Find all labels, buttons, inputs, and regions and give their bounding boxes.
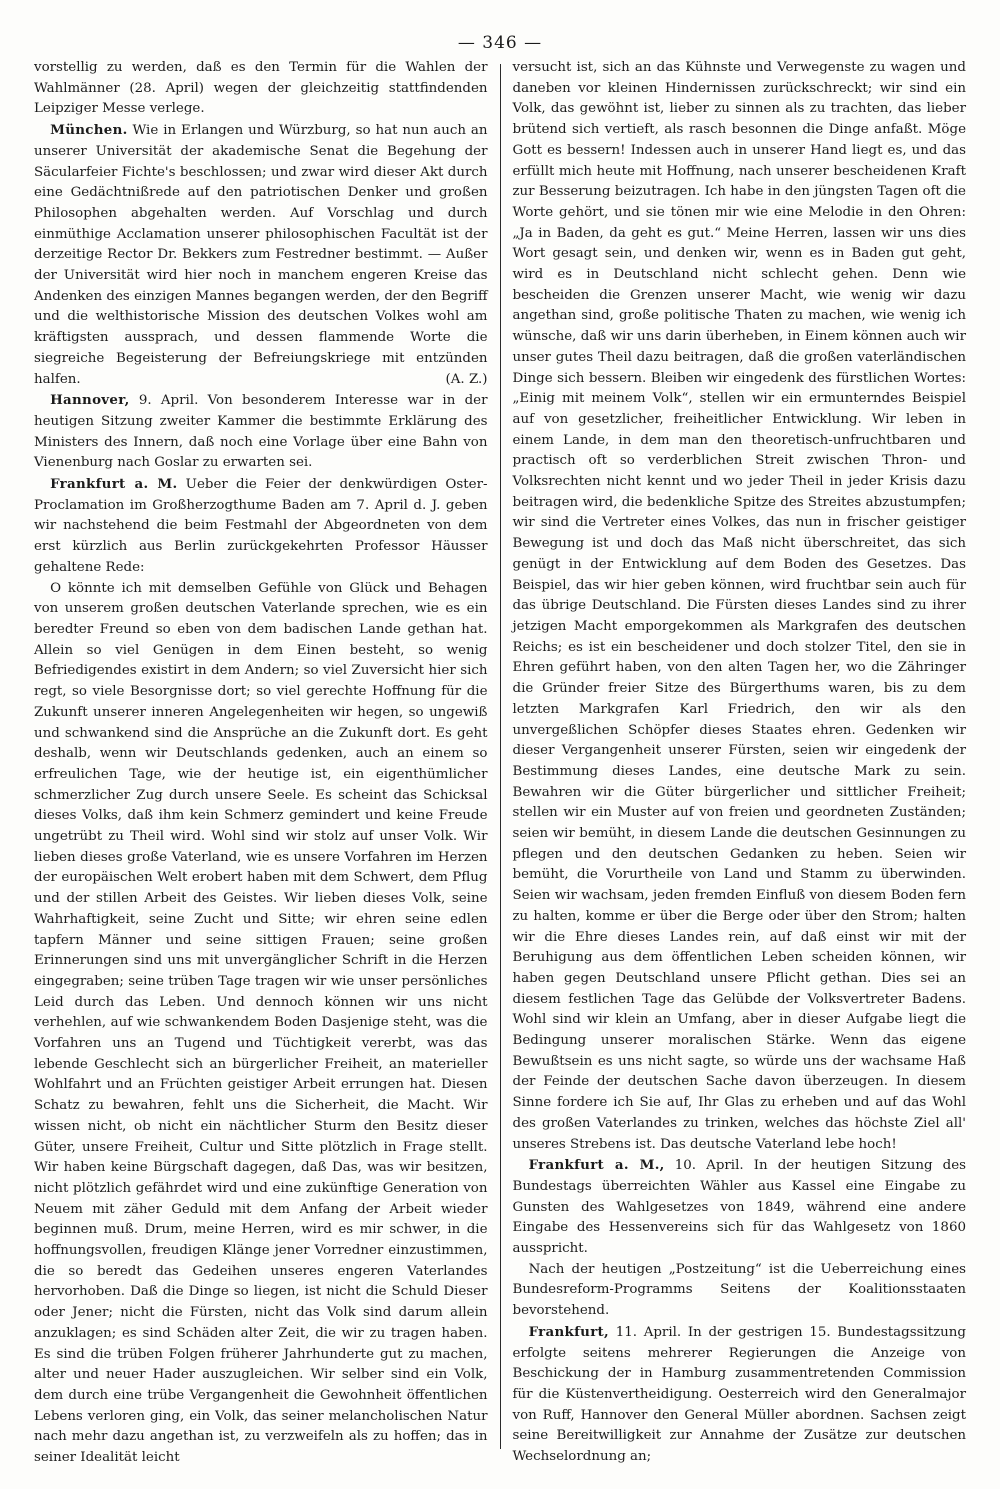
article-frankfurt-10-april bbox=[513, 1155, 967, 1260]
speech-continuation bbox=[513, 58, 967, 1155]
dateline-place: Frankfurt a. M. bbox=[50, 476, 178, 493]
article-frankfurt-intro bbox=[34, 474, 488, 579]
text-columns bbox=[34, 58, 966, 1466]
paragraph-text: 9. April. Von besonderem Interesse war in der heutigen Sitzung zweiter Kammer die bestimmte Erklärung des Ministers des Innern, daß noch eine Vorlage über eine Bahn von Vienenburg nach Goslar zu erwarten sei. bbox=[34, 393, 488, 471]
paragraph-text: versucht ist, sich an das Kühnste und Verwegenste zu wagen und daneben vor kleinen Hindernissen zurückschreckt; wir sind ein Volk, das gewöhnt ist, lieber zu sinnen als zu trachten, das lieber brütend sich vertieft, als rasch besonnen die Dinge anfaßt. Möge Gott es bessern! Indessen auch in unserer Hand liegt es, und das erfüllt mich heute mit Hoffnung, nach unserer bescheidenen Kraft zur Besserung beizutragen. Ich habe in den jüngsten Tagen oft die Worte gehört, und sie tönen mir wie eine Melodie in den Ohren: „Ja in Baden, da geht es gut.“ Meine Herren, lassen wir uns dies Wort gesagt sein, und denken wir, wenn es in Baden gut geht, wird es in Deutschland nicht schlecht gehen. Denn wie bescheiden die Grenzen unserer Macht, wie wenig wir dazu angethan sind, große politische Thaten zu machen, wie wenig ich wünsche, daß wir uns darin überheben, in Einem können auch wir unser gutes Theil dazu beitragen, daß die großen vaterländischen Dinge sich bessern. Bleiben wir eingedenk des fürstlichen Wortes: „Einig mit meinem Volk“, stellen wir ein ermunterndes Beispiel auf von gesetzlicher, freiheitlicher Entwicklung. Wir leben in einem Lande, in dem man den theoretisch-unfruchtbaren und practisch oft so verderblichen Streit zwischen Thron- und Volksrechten nicht kennt und wo jeder Theil in jeder Krisis dazu beitragen wird, die bedenkliche Spitze des Streites abzustumpfen; wir sind die Vertreter eines Volkes, das nun in frischer geistiger Bewegung ist und doch das Maß nicht überschreitet, das sich genügt in der Entwicklung auf dem Boden des Gesetzes. Das Beispiel, das wir hier geben können, wird fruchtbar sein auch für das übrige Deutschland. Die Fürsten dieses Landes sind zu ihrer jetzigen Macht emporgekommen als Markgrafen des deutschen Reichs; es ist ein bescheidener und doch stolzer Titel, den sie in Ehren geführt haben, von den alten Tagen her, wo die Zähringer die Gründer freier Sitze des Bürgerthums waren, bis zu dem letzten Markgrafen Karl Friedrich, den wir als den unvergeßlichen Schöpfer dieses Staates ehren. Gedenken wir dieser Vergangenheit unserer Fürsten, seien wir eingedenk der Bestimmung dieses Landes, eine deutsche Mark zu sein. Bewahren wir die Güter bürgerlicher und sittlicher Freiheit; stellen wir ein Muster auf von freien und geordneten Zuständen; seien wir bemüht, in diesem Lande die deutschen Gesinnungen zu pflegen und den deutschen Gedanken zu heben. Seien wir bemüht, die Vorurtheile von Land und Stamm zu überwinden. Seien wir wachsam, jeden fremden Einfluß von diesem Boden fern zu halten, komme er über die Berge oder über den Strom; halten wir die Ehre dieses Landes rein, auf daß einst wir mit der Beruhigung aus dem öffentlichen Leben scheiden können, wir haben gegen Deutschland unsere Pflicht gethan. Dies sei an diesem festlichen Tage das Gelübde der Volksvertreter Badens. Wohl sind wir klein an Umfang, aber in dieser Aufgabe liegt die Bedingung unserer moralischen Stärke. Wenn das eigene Bewußtsein es uns nicht sagte, so würde uns der wachsame Haß der Feinde der deutschen Sache davon überzeugen. In diesem Sinne fordere ich Sie auf, Ihr Glas zu erheben und auf das Wohl des großen Vaterlandes zu trinken, welches das höchste Ziel all' unseres Strebens ist. Das deutsche Vaterland lebe hoch! bbox=[512, 60, 966, 1152]
paragraph-text: 11. April. In der gestrigen 15. Bundestagssitzung erfolgte seitens mehrerer Regierungen die Anzeige von Beschickung der in Hamburg zusammentretenden Commission für die Küstenvertheidigung. Oesterreich wird den Generalmajor von Ruff, Hannover den General Müller abordnen. Sachsen zeigt seine Bereitwilligkeit zur Annahme der Zusätze zur deutschen Wechselordnung an; bbox=[512, 1324, 966, 1465]
article-postzeitung bbox=[513, 1260, 967, 1322]
paragraph-text: 10. April. In der heutigen Sitzung des Bundestags überreichten Wähler aus Kassel eine Eingabe zu Gunsten des Wahlgesetzes von 1849, während eine andere Eingabe des Hessenvereins sich für das Wahlgesetz von 1860 ausspricht. bbox=[512, 1158, 966, 1257]
article-muenchen bbox=[34, 120, 488, 390]
paragraph-text: Nach der heutigen „Postzeitung“ ist die Ueberreichung eines Bundesreform-Programms Seitens der Koalitionsstaaten bevorstehend. bbox=[512, 1261, 966, 1319]
paragraph-text: vorstellig zu werden, daß es den Termin für die Wahlen der Wahlmänner (28. April) wegen der gleichzeitig stattfindenden Leipziger Messe verlege. bbox=[34, 60, 488, 117]
speech-paragraph bbox=[34, 579, 488, 1469]
left-column bbox=[34, 58, 500, 1466]
paragraph-text: Wie in Erlangen und Würzburg, so hat nun auch an unserer Universität der akademische Senat die Begehung der Säcularfeier Fichte's beschlossen; und zwar wird dieser Akt durch eine Gedächtnißrede auf den patriotischen Denker und großen Philosophen abgehalten werden. Auf Vorschlag und durch einmüthige Acclamation unserer philosophischen Facultät ist der derzeitige Rector Dr. Bekkers zum Festredner bestimmt. — Außer der Universität wird hier noch in manchem engeren Kreise das Andenken des einzigen Mannes begangen werden, der den Begriff und die welthistorische Mission des deutschen Volkes wohl am kräftigsten aussprach, und dessen flammende Worte die siegreiche Begeisterung der Befreiungskriege mit entzünden halfen. bbox=[34, 123, 488, 387]
article-continuation bbox=[34, 58, 488, 120]
dateline-place: München. bbox=[50, 122, 128, 139]
paragraph-text: Ueber die Feier der denkwürdigen Oster-Proclamation im Großherzogthume Baden am 7. April d. J. geben wir nachstehend die beim Festmahl der Abgeordneten von dem erst kürzlich aus Berlin zurückgekehrten Professor Häusser gehaltene Rede: bbox=[34, 477, 488, 575]
dateline-place: Frankfurt, bbox=[528, 1323, 609, 1340]
dateline-place: Frankfurt a. M., bbox=[528, 1157, 665, 1174]
right-column bbox=[501, 58, 967, 1465]
dateline-place: Hannover, bbox=[50, 392, 130, 409]
paragraph-text: O könnte ich mit demselben Gefühle von Glück und Behagen von unserem großen deutschen Vaterlande sprechen, wie es ein beredter Freund so eben von dem badischen Lande gethan hat. Allein so viel Genügen in dem Einen besteht, so wenig Befriedigendes existirt in dem Andern; so viel Zuversicht hier sich regt, so viele Besorgnisse dort; so viel gerechte Hoffnung für die Zukunft unserer inneren Angelegenheiten wir hegen, so ungewiß und schwankend sind die Ansprüche an die Zukunft dort. Es geht deshalb, wenn wir Deutschlands gedenken, auch an einem so erfreulichen Tage, wie der heutige ist, ein eigenthümlicher schmerzlicher Zug durch unsere Seele. Es scheint das Schicksal dieses Volks, daß ihm kein Schmerz gemindert und keine Freude ungetrübt zu Theil wird. Wohl sind wir stolz auf unser Volk. Wir lieben dieses große Vaterland, wie es unsere Vorfahren im Herzen der europäischen Welt erobert haben mit dem Schwert, dem Pflug und der stillen Arbeit des Geistes. Wir lieben dieses Volk, seine Wahrhaftigkeit, seine Zucht und Sitte; wir ehren seine edlen tapfern Männer und seine sittigen Frauen; seine großen Erinnerungen sind uns mit unvergänglicher Schrift in die Herzen eingegraben; seine trüben Tage tragen wir wie unser persönliches Leid durch das Leben. Und dennoch können wir uns nicht verhehlen, auf wie schwankendem Boden Dasjenige steht, was die Vorfahren uns an Tugend und Tüchtigkeit vererbt, was das lebende Geschlecht sich an bürgerlicher Freiheit, an materieller Wohlfahrt und an Früchten geistiger Arbeit errungen hat. Diesen Schatz zu bewahren, fehlt uns die Sicherheit, die Macht. Wir wissen nicht, ob nicht ein nächtlicher Sturm den Besitz dieser Güter, unsere Freiheit, Cultur und Sitte plötzlich in Frage stellt. Wir haben keine Bürgschaft dagegen, daß Das, was wir besitzen, nicht plötzlich gefährdet wird und eine zukünftige Generation von Neuem mit zäher Geduld mit dem Anfang der Arbeit wieder beginnen muß. Drum, meine Herren, wird es mir schwer, in die hoffnungsvollen, freudigen Klänge jener Vorredner einzustimmen, die so beredt das Gedeihen unseres engeren Vaterlandes hervorhoben. Daß die Dinge so liegen, ist nicht die Schuld Dieser oder Jener; nicht die Fürsten, nicht das Volk sind darum allein anzuklagen; es sind Schäden alter Zeit, die wir zu tragen haben. Es sind die trüben Folgen früherer Jahrhunderte gut zu machen, alter und neuer Hader auszugleichen. Wir selber sind ein Volk, dem durch eine trübe Vergangenheit die Gewohnheit öffentlichen Lebens verloren ging, ein Volk, das seiner melancholischen Natur nach mehr dazu angethan ist, zu verzweifeln als zu hoffen; das in seiner Idealität leicht bbox=[34, 580, 488, 1466]
source-signature: (A. Z.) bbox=[445, 371, 488, 387]
article-hannover bbox=[34, 390, 488, 474]
article-frankfurt-11-april bbox=[513, 1322, 967, 1468]
page-number: — 346 — bbox=[457, 33, 543, 53]
